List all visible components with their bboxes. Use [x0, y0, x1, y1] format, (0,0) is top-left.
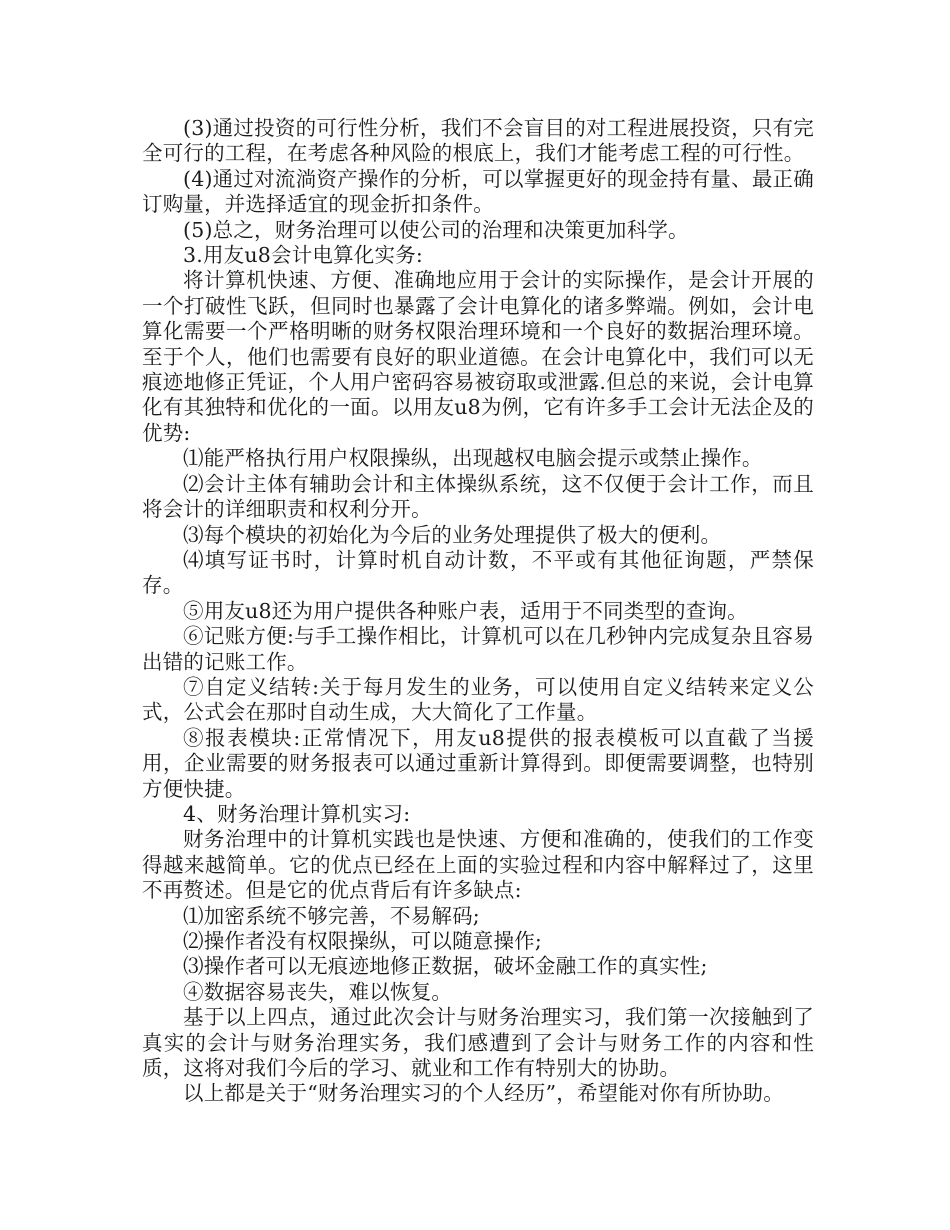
- list-item-advantage-2: ⑵会计主体有辅助会计和主体操纵系统，这不仅便于会计工作，而且将会计的详细职责和权利分开。: [142, 471, 814, 522]
- section-heading-u8-practice: 3.用友u8会计电算化实务:: [183, 243, 424, 268]
- list-item-drawback-3: ⑶操作者可以无痕迹地修正数据，破坏金融工作的真实性;: [183, 954, 708, 979]
- paragraph-current-assets: (4)通过对流淌资产操作的分析，可以掌握更好的现金持有量、最正确订购量，并选择适宜的现金折扣条件。: [142, 166, 814, 217]
- list-item-advantage-3: ⑶每个模块的初始化为今后的业务处理提供了极大的便利。: [183, 522, 722, 547]
- document-body: [142, 116, 814, 1107]
- paragraph-investment-feasibility: (3)通过投资的可行性分析，我们不会盲目的对工程进展投资，只有完全可行的工程，在考虑各种风险的根底上，我们才能考虑工程的可行性。: [142, 116, 814, 166]
- list-item-drawback-1: ⑴加密系统不够完善，不易解码;: [183, 903, 480, 928]
- list-item-advantage-7: ⑦自定义结转:关于每月发生的业务，可以使用自定义结转来定义公式，公式会在那时自动生成，大大简化了工作量。: [142, 674, 814, 725]
- paragraph-conclusion: 基于以上四点，通过此次会计与财务治理实习，我们第一次接触到了真实的会计与财务治理实务，我们感遭到了会计与财务工作的内容和性质，这将对我们今后的学习、就业和工作有特别大的协助。: [142, 1005, 814, 1081]
- list-item-drawback-2: ⑵操作者没有权限操纵，可以随意操作;: [183, 929, 543, 953]
- list-item-advantage-5: ⑤用友u8还为用户提供各种账户表，适用于不同类型的查询。: [183, 598, 748, 623]
- list-item-advantage-1: ⑴能严格执行用户权限操纵，出现越权电脑会提示或禁止操作。: [183, 446, 763, 471]
- section-heading-computer-practice: 4、财务治理计算机实习:: [183, 801, 411, 826]
- list-item-advantage-6: ⑥记账方便:与手工操作相比，计算机可以在几秒钟内完成复杂且容易出错的记账工作。: [142, 624, 814, 674]
- paragraph-summary-management: (5)总之，财务治理可以使公司的治理和决策更加科学。: [183, 217, 689, 242]
- list-item-drawback-4: ④数据容易丧失，难以恢复。: [183, 979, 453, 1004]
- paragraph-computerized-accounting: 将计算机快速、方便、准确地应用于会计的实际操作，是会计开展的一个打破性飞跃，但同时也暴露了会计电算化的诸多弊端。例如，会计电算化需要一个严格明晰的财务权限治理环境和一个良好的数据治理环境。至于个人，他们也需要有良好的职业道德。在会计电算化中，我们可以无痕迹地修正凭证，个人用户密码容易被窃取或泄露.但总的来说，会计电算化有其独特和优化的一面。以用友u8为例，它有许多手工会计无法企及的优势:: [142, 268, 814, 445]
- paragraph-closing: 以上都是关于“财务治理实习的个人经历”，希望能对你有所协助。: [183, 1081, 784, 1106]
- paragraph-computer-practice: 财务治理中的计算机实践也是快速、方便和准确的，使我们的工作变得越来越简单。它的优点已经在上面的实验过程和内容中解释过了，这里不再赘述。但是它的优点背后有许多缺点:: [142, 827, 814, 903]
- list-item-advantage-8: ⑧报表模块:正常情况下，用友u8提供的报表模板可以直截了当援用，企业需要的财务报表可以通过重新计算得到。即便需要调整，也特别方便快捷。: [142, 725, 814, 801]
- list-item-advantage-4: ⑷填写证书时，计算时机自动计数，不平或有其他征询题，严禁保存。: [142, 547, 814, 598]
